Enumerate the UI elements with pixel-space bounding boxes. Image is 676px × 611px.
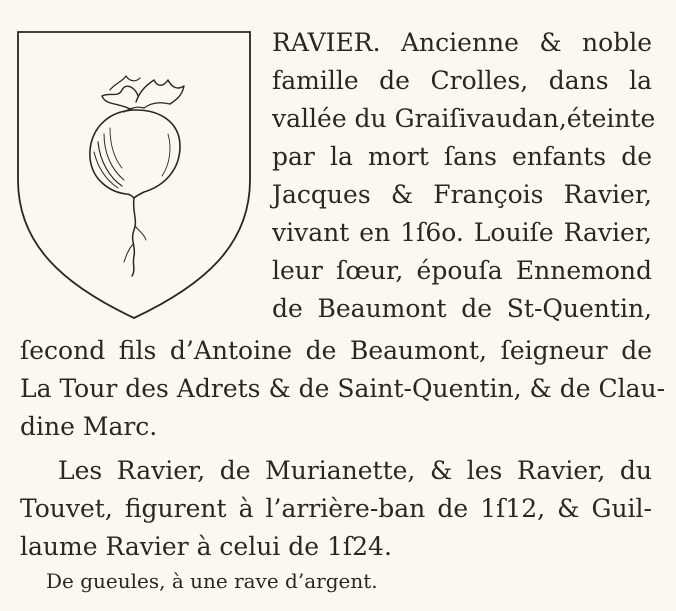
entry-line-10: La Tour des Adrets & de Saint-Quentin, & de Clau- (20, 374, 666, 403)
entry-line-7: leur ſœur, épouſa Ennemond (272, 256, 652, 285)
entry-line-1: RAVIER. Ancienne & noble (272, 28, 652, 57)
entry-line-11: dine Marc. (20, 412, 158, 441)
paragraph-2-line-1: Les Ravier, de Murianette, & les Ravier, du (58, 456, 652, 485)
coat-of-arms-shield (14, 30, 254, 322)
entry-line-6: vivant en 1ſ6o. Louiſe Ravier, (272, 218, 652, 247)
entry-line-2: famille de Crolles, dans la (272, 66, 652, 95)
blazon-description: De gueules, à une rave d’argent. (46, 569, 378, 593)
entry-line-8: de Beaumont de St-Quentin, (272, 294, 652, 323)
entry-line-3: vallée du Graiſivaudan,éteinte (272, 104, 656, 133)
entry-line-5: Jacques & François Ravier, (272, 180, 652, 209)
turnip-icon (90, 76, 184, 276)
paragraph-2-line-3: laume Ravier à celui de 1ſ24. (20, 532, 392, 561)
entry-line-4: par la mort ſans enfants de (272, 142, 652, 171)
entry-line-9: ſecond fils d’Antoine de Beaumont, ſeigneur de (20, 336, 652, 365)
paragraph-2-line-2: Touvet, figurent à l’arrière-ban de 1ſ12, & Guil- (20, 494, 652, 523)
shield-outline (18, 32, 250, 318)
